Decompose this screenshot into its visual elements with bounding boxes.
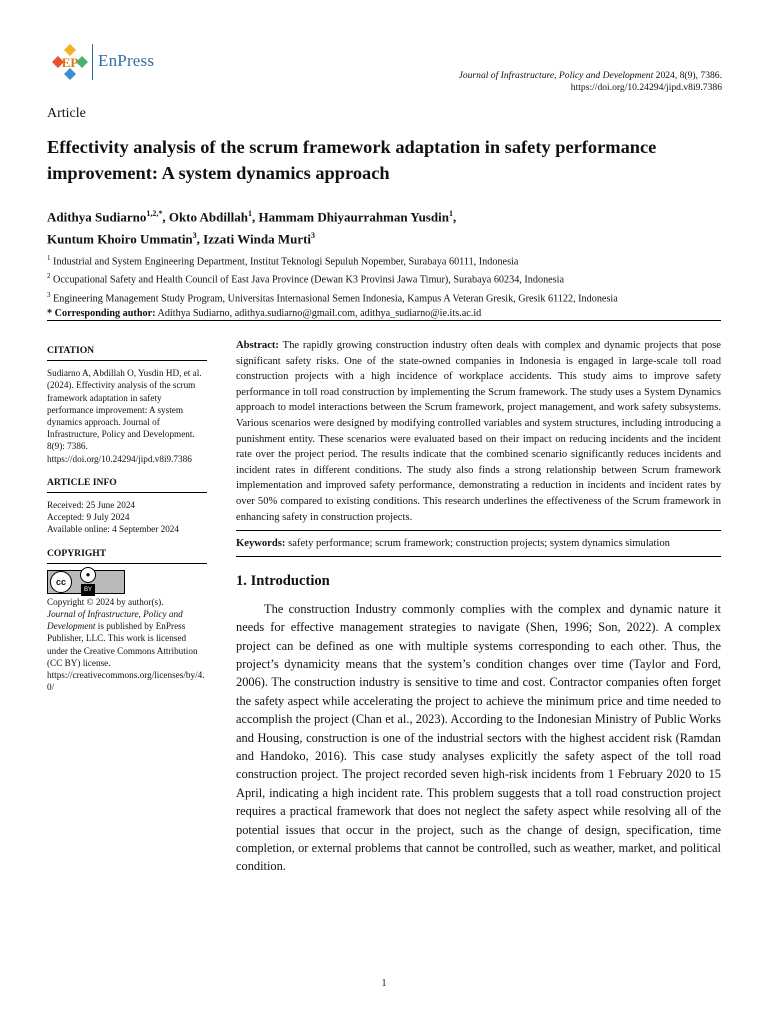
sidebar	[47, 345, 207, 705]
publisher-logo	[50, 42, 180, 82]
enpress-logo-icon	[50, 42, 90, 82]
keywords-divider	[236, 556, 721, 557]
license-journal-name: Journal of Infrastructure, Policy and Development	[47, 609, 183, 632]
svg-text:EP: EP	[61, 55, 79, 70]
cc-icon: cc	[50, 571, 72, 593]
corresponding-text: Adithya Sudiarno, adithya.sudiarno@gmail.com, adithya_sudiarno@ie.its.ac.id	[155, 308, 482, 320]
section-heading-introduction: 1. Introduction	[236, 572, 330, 589]
license-text	[47, 608, 207, 693]
abstract-divider	[236, 530, 721, 531]
journal-doi-link[interactable]: https://doi.org/10.24294/jipd.v8i9.7386	[570, 82, 722, 93]
author-affil-sup: 1	[448, 209, 453, 218]
corresponding-author	[47, 306, 727, 321]
author-name: , Okto Abdillah	[162, 209, 248, 225]
author-separator: ,	[452, 209, 457, 225]
author-name: , Hammam Dhiyaurrahman Yusdin	[251, 209, 449, 225]
affiliation-number: 2	[47, 272, 51, 281]
affiliation-text: Engineering Management Study Program, Universitas Internasional Semen Indonesia, Kampus A Veteran Gresik, Gresik 61122, Indonesia	[50, 293, 618, 305]
citation-block	[47, 345, 207, 465]
author-affil-sup: 3	[192, 231, 197, 241]
copyright-line: Copyright © 2024 by author(s).	[47, 596, 164, 607]
logo-divider	[92, 44, 93, 80]
author-name: , Izzati Winda Murti	[196, 231, 312, 247]
affiliation-text: Industrial and System Engineering Department, Institut Teknologi Sepuluh Nopember, Surabaya 60111, Indonesia	[50, 256, 519, 268]
header-divider	[47, 320, 721, 321]
author-affil-sup: 1	[247, 209, 252, 218]
page-number: 1	[381, 978, 387, 989]
license-body: is published by EnPress Publisher, LLC. This work is licensed under the Creative Commons Attribution (CC BY) license. https://creativecommons.org/licenses/by/4.0/	[47, 621, 205, 693]
cc-by-badge[interactable]	[47, 570, 125, 594]
attribution-person-icon: ●	[80, 567, 96, 583]
keywords	[236, 536, 721, 552]
author-affil-sup: 1,2,*	[146, 209, 163, 218]
author-affil-sup: 3	[311, 231, 316, 241]
article-info-heading: ARTICLE INFO	[47, 477, 207, 493]
abstract-label: Abstract:	[236, 340, 279, 351]
journal-name: Journal of Infrastructure, Policy and Development	[458, 70, 654, 81]
affiliation-item	[47, 251, 727, 269]
author-name: Adithya Sudiarno	[47, 209, 147, 225]
abstract	[236, 338, 721, 525]
paper-title: Effectivity analysis of the scrum framework adaptation in safety performance improvement: A system dynamics approach	[47, 137, 657, 183]
keywords-text: safety performance; scrum framework; construction projects; system dynamics simulation	[285, 538, 670, 550]
corresponding-label: * Corresponding author:	[47, 308, 156, 320]
online-date: Available online: 4 September 2024	[47, 524, 179, 535]
main-column	[236, 338, 721, 876]
affiliation-list	[47, 251, 727, 321]
keywords-label: Keywords:	[236, 538, 286, 550]
affiliation-number: 3	[47, 290, 51, 299]
article-info-block	[47, 477, 207, 536]
journal-info	[459, 70, 722, 94]
affiliation-item	[47, 269, 727, 287]
affiliation-number: 1	[47, 254, 51, 262]
accepted-date: Accepted: 9 July 2024	[47, 512, 130, 523]
received-date: Received: 25 June 2024	[47, 500, 136, 511]
citation-text: Sudiarno A, Abdillah O, Yusdin HD, et al. (2024). Effectivity analysis of the scrum framework adaptation in safety performance improvement: A system dynamics approach. Journal of Infrastructure, Policy and Development. 8(9): 7386. https://doi.org/10.24294/jipd.v8i9.7386	[47, 368, 202, 464]
abstract-text: The rapidly growing construction industry often deals with complex and dynamic projects that pose significant safety risks. One of the state-owned companies in Indonesia is engaged in large-scale toll road construction projects with a high incidence of workplace accidents. This study aims to improve safety performance in toll road construction by implementing the Scrum framework. The study uses a System Dynamics approach to model interactions between the Scrum framework, project management, and work safety subsystems. Various scenarios were designed by modifying controlled variables and system structures, including introducing a punishment entity. These scenarios were evaluated based on their impact on reducing incidents and the incident rate over the project period. The results indicate that the combined scenario significantly reduces incidents and incident rates in different conditions. The study also finds a strong relationship between Scrum framework implementation and improved safety performance, demonstrating a reduction in incidents and incident rates by over 50% compared to existing conditions. This research underlines the effectiveness of the Scrum framework in enhancing safety in construction projects.	[236, 340, 721, 523]
affiliation-item	[47, 288, 727, 306]
author-list	[47, 204, 707, 249]
copyright-block	[47, 548, 207, 694]
journal-issue: 2024, 8(9), 7386.	[653, 70, 722, 81]
citation-heading: CITATION	[47, 345, 207, 361]
author-name: Kuntum Khoiro Ummatin	[47, 231, 193, 247]
copyright-heading: COPYRIGHT	[47, 548, 207, 564]
affiliation-text: Occupational Safety and Health Council of East Java Province (Dewan K3 Provinsi Jawa Timur), Surabaya 60234, Indonesia	[50, 274, 565, 286]
cc-by-label: BY	[81, 584, 95, 596]
article-type-label: Article	[47, 106, 86, 121]
logo-brand-text: EnPress	[98, 51, 155, 70]
intro-paragraph: The construction Industry commonly complies with the complex and dynamic nature it needs for effective management strategies to navigate (Shen, 1996; Son, 2022). A complex project can be defined as one with multiple systems corresponding to each other. Thus, the project’s dynamicity means that the system’s condition changes over time (Taylor and Ford, 2006). The construction industry is sensitive to time and cost. Contractor companies often forget the safety aspect while accelerating the project to achieve the minimum price and time needed to accomplish the project (Chan et al., 2023). According to the Indonesian Ministry of Public Works and Housing, construction is one of the industrial sectors with the highest accident risk (Ramdan and Handoko, 2016). This case study analyses explicitly the safety aspect of the toll road construction project. The project recorded seven high-risk incidents from 1 February 2020 to 15 April, indicating a high incident rate. This problem suggests that a toll road construction project requires a practical framework that does not neglect the safety aspect while resolving all of the potential issues that occur in the project, such as the change of design, specification, time completion, or external problems that cannot be controlled, such as weather, market, and political condition.	[236, 601, 721, 874]
